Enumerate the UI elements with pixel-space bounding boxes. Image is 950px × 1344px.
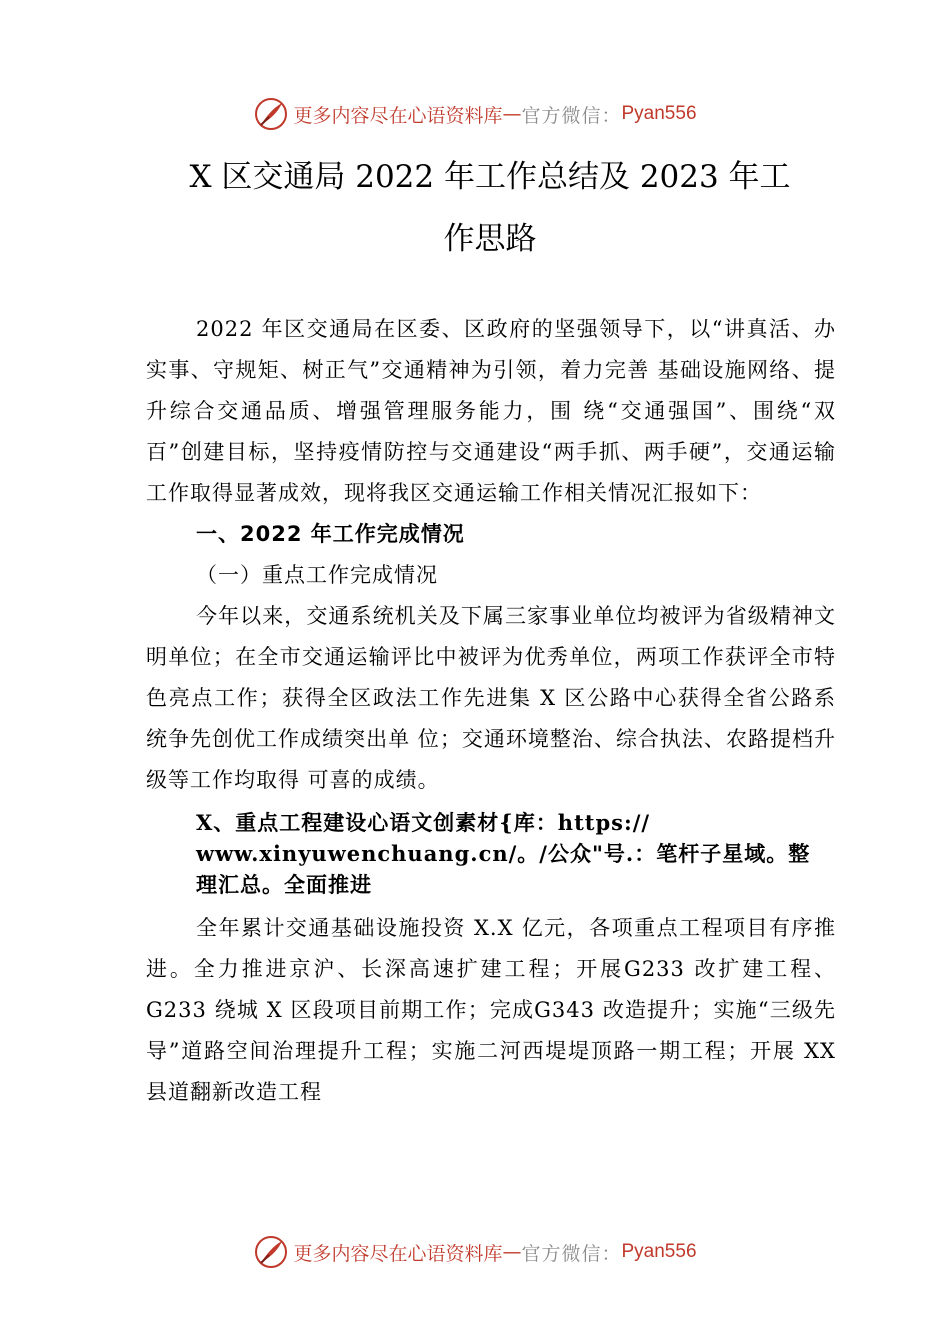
watermark-dash: — bbox=[502, 1241, 522, 1263]
section-heading-1: 一、2022 年工作完成情况 bbox=[196, 522, 465, 546]
watermark-header bbox=[0, 94, 950, 134]
subsection-heading-2 bbox=[146, 807, 836, 900]
document-body bbox=[146, 309, 836, 1113]
feather-pen-logo-icon bbox=[253, 1234, 289, 1270]
intro-paragraph: 2022 年区交通局在区委、区政府的坚强领导下，以“讲真活、办实事、守规矩、树正气”交通精神为引领，着力完善 基础设施网络、提升综合交通品质、增强管理服务能力，围 绕“交通强国”、围绕“双百”创建目标，坚持疫情防控与交通建设“两手抓、两手硬”，交通运输工作取得显著成效，现将我区交通运输工作相关情况汇报如下： bbox=[146, 317, 836, 505]
watermark-brand: 更多内容尽在心语资料库 bbox=[293, 104, 503, 127]
heading3-line-3: 理汇总。全面推进 bbox=[196, 872, 372, 897]
heading3-line-1: X、重点工程建设心语文创素材{库：https:// bbox=[196, 810, 651, 835]
body-paragraph-1: 今年以来，交通系统机关及下属三家事业单位均被评为省级精神文明单位；在全市交通运输评比中被评为优秀单位，两项工作获评全市特色亮点工作；获得全区政法工作先进集 X 区公路中心获得全省公路系统争先创优工作成绩突出单 位；交通环境整治、综合执法、农路提档升级等工作均取得 可喜的成绩。 bbox=[146, 604, 836, 792]
watermark-label: 官方微信： bbox=[521, 1242, 622, 1265]
body-paragraph-2: 全年累计交通基础设施投资 X.X 亿元，各项重点工程项目有序推进。全力推进京沪、长深高速扩建工程；开展G233 改扩建工程、G233 绕城 X 区段项目前期工作；完成G343 改造提升；实施“三级先导”道路空间治理提升工程；实施二河西堤堤顶路一期工程；开展 XX 县道翻新改造工程 bbox=[146, 916, 836, 1104]
watermark-wechat-id: Pyan556 bbox=[621, 1241, 697, 1262]
feather-pen-logo-icon bbox=[253, 96, 289, 132]
subsection-heading-1: （一）重点工作完成情况 bbox=[196, 563, 438, 587]
title-line-1: X 区交通局 2022 年工作总结及 2023 年工 bbox=[189, 159, 791, 195]
heading3-line-2: www.xinyuwenchuang.cn/。/公众"号.：笔杆子星域。整 bbox=[196, 841, 811, 866]
watermark-label: 官方微信： bbox=[521, 104, 622, 127]
watermark-dash: — bbox=[502, 103, 522, 125]
document-title bbox=[140, 146, 840, 270]
watermark-brand: 更多内容尽在心语资料库 bbox=[293, 1242, 503, 1265]
watermark-wechat-id: Pyan556 bbox=[621, 103, 697, 124]
title-line-2: 作思路 bbox=[443, 221, 537, 257]
watermark-footer bbox=[0, 1232, 950, 1272]
